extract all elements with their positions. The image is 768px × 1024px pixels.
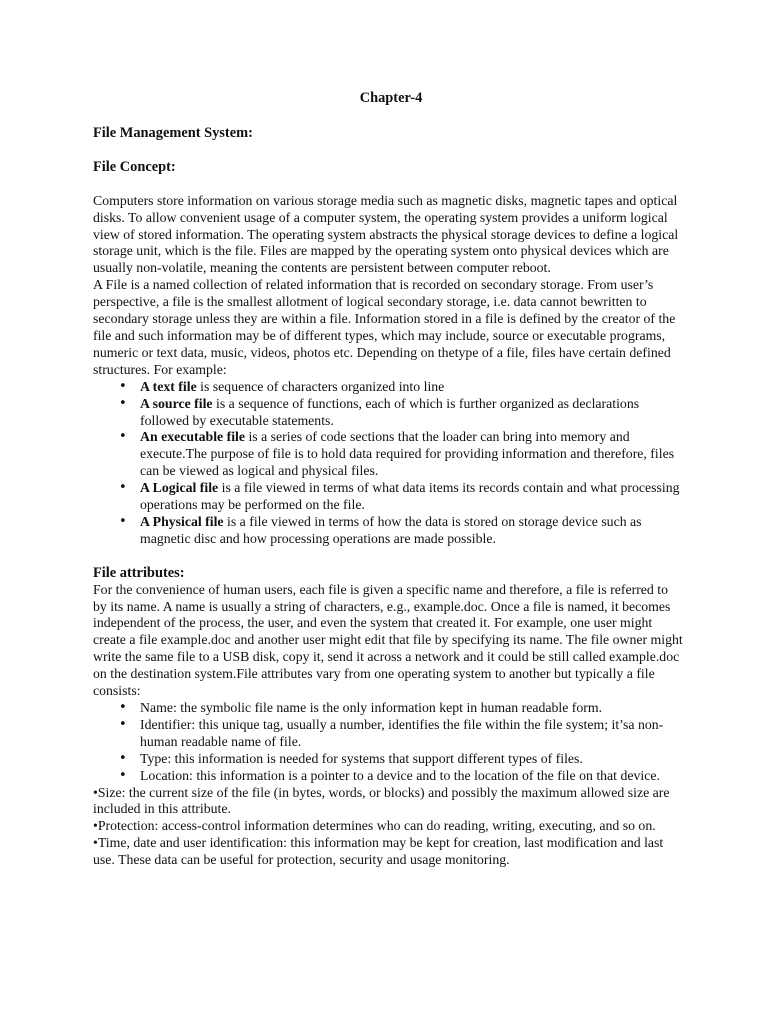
bullet-icon: • xyxy=(119,429,127,445)
list-item-text-file xyxy=(93,379,685,396)
attributes-list xyxy=(93,700,685,785)
attribute-protection: •Protection: access-control information determines who can do reading, writing, executing, and so on. xyxy=(93,818,656,834)
desc-text-file: is sequence of characters organized into line xyxy=(196,378,445,394)
attribute-time-date: •Time, date and user identification: this information may be kept for creation, last modification and last use. These data can be useful for protection, security and usage monitoring. xyxy=(93,835,664,868)
desc-source-file: is a sequence of functions, each of which is further organized as declarations followed by executable statements. xyxy=(140,395,640,428)
subsection-title: File Concept: xyxy=(93,158,176,175)
term-source-file: A source file xyxy=(140,395,213,411)
list-item-logical-file xyxy=(93,480,685,514)
list-item-source-file xyxy=(93,396,685,430)
attribute-location: Location: this information is a pointer to a device and to the location of the file on that device. xyxy=(140,767,660,783)
attributes-paragraph: For the convenience of human users, each file is given a specific name and therefore, a file is referred to by its name. A name is usually a string of characters, e.g., example.doc. Once a file is named, it becomes independent of the process, the user, and even the system that created it. For example, one user might create a file example.doc and another user might edit that file by specifying its name. The file owner might write the same file to a USB disk, copy it, send it across a network and it could be still called example.doc on the destination system.File attributes vary from one operating system to another but typically a file consists: xyxy=(93,581,683,699)
bullet-icon: • xyxy=(119,513,127,529)
bullet-icon: • xyxy=(119,378,127,394)
list-item-physical-file xyxy=(93,514,685,548)
desc-physical-file: is a file viewed in terms of how the data is stored on storage device such as magnetic disc and how processing operations are made possible. xyxy=(140,513,642,546)
term-executable-file: An executable file xyxy=(140,429,245,445)
list-item-name xyxy=(93,700,685,717)
bullet-icon: • xyxy=(119,716,127,732)
term-text-file: A text file xyxy=(140,378,197,394)
file-paragraph: A File is a named collection of related information that is recorded on secondary storage. From user’s perspective, a file is the smallest allotment of logical secondary storage, i.e. data cannot bewritten to secondary storage unless they are within a file. Information stored in a file is defined by the creator of the file and such information may be of different types, which may include, source or executable programs, numeric or text data, music, videos, photos etc. Depending on thetype of a file, files have certain defined structures. For example: xyxy=(93,277,676,377)
term-logical-file: A Logical file xyxy=(140,480,219,496)
attribute-name: Name: the symbolic file name is the only information kept in human readable form. xyxy=(140,700,603,715)
bullet-icon: • xyxy=(119,700,127,715)
attribute-type: Type: this information is needed for systems that support different types of files. xyxy=(140,750,583,766)
document-content xyxy=(93,90,685,869)
list-item-executable-file xyxy=(93,429,685,480)
file-types-list xyxy=(93,379,685,548)
list-item-location xyxy=(93,768,685,785)
list-item-type xyxy=(93,751,685,768)
chapter-title: Chapter-4 xyxy=(359,90,423,106)
bullet-icon: • xyxy=(119,767,127,783)
bullet-icon: • xyxy=(119,395,127,411)
attribute-size: •Size: the current size of the file (in bytes, words, or blocks) and possibly the maximum allowed size are included in this attribute. xyxy=(93,784,670,817)
desc-logical-file: is a file viewed in terms of what data items its records contain and what processing operations may be performed on the file. xyxy=(140,480,680,513)
desc-executable-file: is a series of code sections that the loader can bring into memory and execute.The purpose of file is to hold data required for providing information and therefore, files can be viewed as logical and physical files. xyxy=(140,429,675,479)
bullet-icon: • xyxy=(119,750,127,766)
bullet-icon: • xyxy=(119,480,127,496)
attributes-title: File attributes: xyxy=(93,564,185,581)
spacer xyxy=(93,548,685,565)
list-item-identifier xyxy=(93,717,685,751)
intro-paragraph: Computers store information on various storage media such as magnetic disks, magnetic tapes and optical disks. To allow convenient usage of a computer system, the operating system provides a uniform logical view of stored information. The operating system abstracts the physical storage devices to define a logical storage unit, which is the file. Files are mapped by the operating system onto physical devices which are usually non-volatile, meaning the contents are persistent between computer reboot. xyxy=(93,192,679,276)
attribute-identifier: Identifier: this unique tag, usually a number, identifies the file within the file system; it’sa non-human readable name of file. xyxy=(140,716,664,749)
term-physical-file: A Physical file xyxy=(140,513,224,529)
section-title: File Management System: xyxy=(93,124,253,141)
